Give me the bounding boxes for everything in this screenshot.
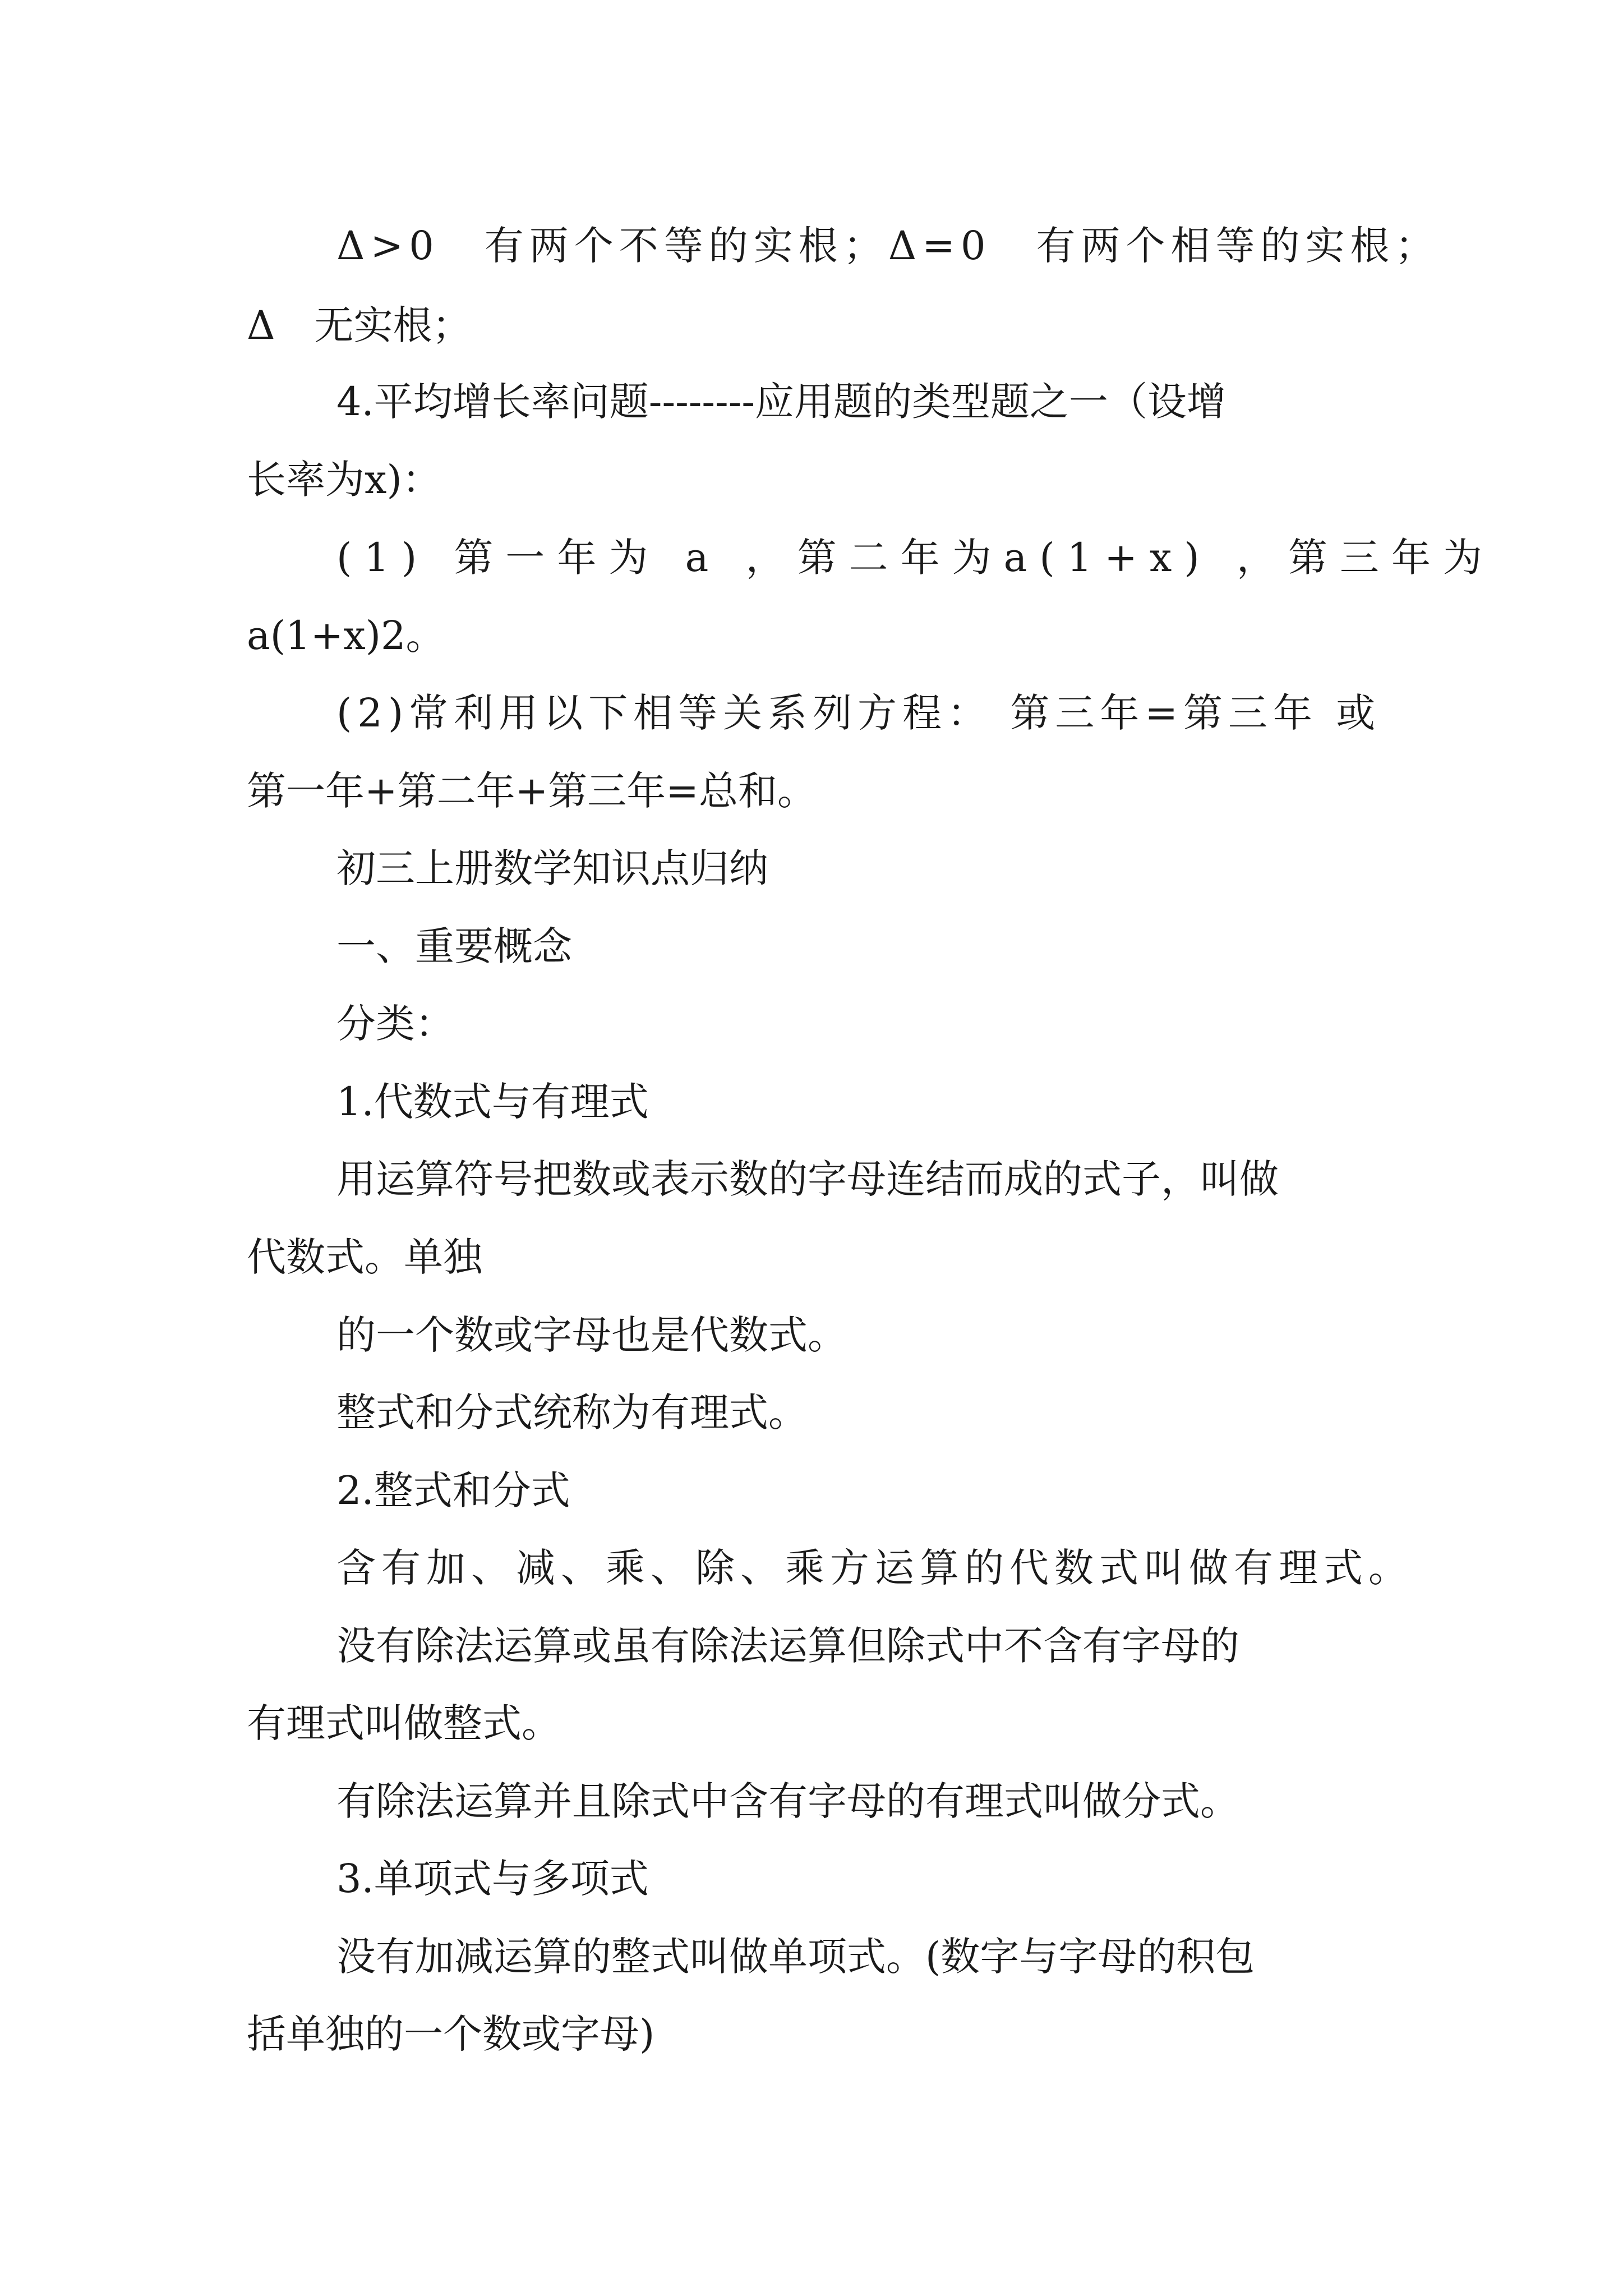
text-line: 第一年+第二年+第三年=总和。 — [247, 768, 817, 814]
text-line: a(1+x)2。 — [247, 613, 445, 659]
subheading: 1.代数式与有理式 — [336, 1079, 649, 1125]
text-line: 没有除法运算或虽有除法运算但除式中不含有字母的 — [336, 1623, 1239, 1669]
text-line: 用运算符号把数或表示数的字母连结而成的式子，叫做 — [336, 1156, 1279, 1202]
text-line: 长率为x)： — [247, 457, 441, 503]
text-line: 分类： — [336, 1001, 454, 1047]
text-line: 的一个数或字母也是代数式。 — [336, 1312, 847, 1358]
text-line: (1) 第一年为 a ，第二年为a(1+x) ，第三年为 — [336, 535, 1495, 581]
text-line: 含有加、减、乘、除、乘方运算的代数式叫做有理式。 — [336, 1545, 1413, 1591]
text-line: 有理式叫做整式。 — [247, 1700, 561, 1746]
text-line: 代数式。单独 — [247, 1234, 482, 1280]
text-line: 没有加减运算的整式叫做单项式。(数字与字母的积包 — [336, 1934, 1255, 1980]
text-line: 4.平均增长率问题--------应用题的类型题之一（设增 — [336, 379, 1227, 425]
subheading: 2.整式和分式 — [336, 1467, 570, 1513]
text-line: 整式和分式统称为有理式。 — [336, 1389, 808, 1435]
text-line: 括单独的一个数或字母) — [247, 2011, 655, 2057]
text-line: 有除法运算并且除式中含有字母的有理式叫做分式。 — [336, 1778, 1239, 1824]
subheading: 3.单项式与多项式 — [336, 1856, 649, 1902]
text-line: Δ>0 有两个不等的实根；Δ=0 有两个相等的实根； — [336, 223, 1440, 269]
heading: 一、重要概念 — [336, 923, 572, 969]
text-line: Δ 无实根； — [247, 302, 472, 348]
section-title: 初三上册数学知识点归纳 — [336, 845, 768, 891]
text-line: (2)常利用以下相等关系列方程： 第三年=第三年 或 — [336, 690, 1381, 736]
